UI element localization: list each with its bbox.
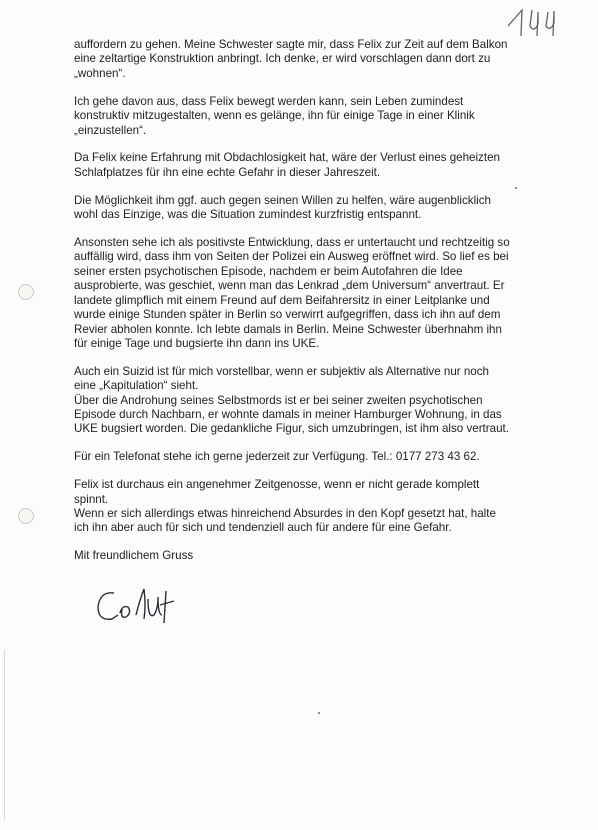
- text-line: eine „Kapitulation“ sieht.: [74, 379, 199, 393]
- text-line: landete glimpflich mit einem Freund auf dem Beifahrersitz in einer Leitplanke und: [74, 293, 490, 307]
- text-line: Revier abholen konnte. Ich lebte damals in Berlin. Meine Schwester überhnahm ihn: [74, 322, 502, 336]
- text-line: Felix ist durchaus ein angenehmer Zeitgenosse, wenn er nicht gerade komplett: [74, 478, 480, 492]
- paragraph: [74, 478, 544, 536]
- text-line: konstruktiv mitzugestalten, wenn es gelänge, ihn für einige Tage in einer Klinik: [74, 109, 475, 123]
- text-line: Für ein Telefonat stehe ich gerne jederzeit zur Verfügung. Tel.: 0177 273 43 62.: [74, 450, 480, 464]
- text-line: ich ihn aber auch für sich und tendenziell auch für andere für eine Gefahr.: [74, 521, 452, 535]
- scan-speck: [515, 187, 517, 189]
- letter-body: [74, 38, 544, 577]
- closing-line: Mit freundlichem Gruss: [74, 549, 194, 563]
- scan-speck: [318, 712, 320, 714]
- text-line: Wenn er sich allerdings etwas hinreichend Absurdes in den Kopf gesetzt hat, halte: [74, 507, 496, 521]
- paragraph: [74, 236, 544, 351]
- text-line: Die Möglichkeit ihm ggf. auch gegen seinen Willen zu helfen, wäre augenblicklich: [74, 193, 491, 207]
- scan-margin-line: [4, 650, 5, 820]
- text-line: „einzustellen“.: [74, 123, 147, 137]
- punch-hole: [18, 284, 34, 300]
- handwritten-page-number: [504, 6, 564, 40]
- text-line: für einige Tage und bugsierte ihn dann ins UKE.: [74, 336, 320, 350]
- text-line: spinnt.: [74, 492, 109, 506]
- paragraph: [74, 95, 544, 138]
- text-line: auffordern zu gehen. Meine Schwester sagte mir, dass Felix zur Zeit auf dem Balkon: [74, 38, 508, 51]
- text-line: Über die Androhung seines Selbstmords ist er bei seiner zweiten psychotischen: [74, 393, 483, 407]
- paragraph: [74, 151, 544, 180]
- text-line: Ich gehe davon aus, dass Felix bewegt werden kann, sein Leben zumindest: [74, 94, 464, 108]
- paragraph: [74, 38, 544, 81]
- text-line: „wohnen“.: [74, 66, 126, 80]
- text-line: UKE bugsiert worden. Die gedankliche Figur, sich umzubringen, ist ihm also vertraut.: [74, 422, 509, 436]
- text-line: Ansonsten sehe ich als positivste Entwicklung, dass er untertaucht und rechtzeitig so: [74, 236, 510, 250]
- punch-hole: [18, 508, 34, 524]
- paragraph: [74, 365, 544, 437]
- paragraph: [74, 450, 544, 464]
- text-line: eine zeltartige Konstruktion anbringt. Ich denke, er wird vorschlagen dann dort zu: [74, 52, 491, 66]
- text-line: auffällig wird, dass ihm von Seiten der Polizei ein Ausweg eröffnet wird. So lief es bei: [74, 250, 509, 264]
- text-line: wurde einige Stunden später in Berlin so verwirrt aufgegriffen, dass ich ihn auf dem: [74, 308, 501, 322]
- handwritten-signature: [92, 575, 192, 631]
- text-line: Episode durch Nachbarn, er wohnte damals in meiner Hamburger Wohnung, in das: [74, 408, 502, 422]
- text-line: Da Felix keine Erfahrung mit Obdachlosigkeit hat, wäre der Verlust eines geheizten: [74, 151, 500, 165]
- text-line: ausprobierte, was geschiet, wenn man das Lenkrad „dem Universum“ anvertraut. Er: [74, 279, 505, 293]
- text-line: Auch ein Suizid ist für mich vorstellbar, wenn er subjektiv als Alternative nur noch: [74, 364, 489, 378]
- text-line: Schlafplatzes für ihn eine echte Gefahr in dieser Jahreszeit.: [74, 165, 381, 179]
- text-line: wohl das Einzige, was die Situation zumindest kurzfristig entspannt.: [74, 208, 422, 222]
- text-line: seiner ersten psychotischen Episode, nachdem er beim Autofahren die Idee: [74, 264, 463, 278]
- paragraph: [74, 194, 544, 223]
